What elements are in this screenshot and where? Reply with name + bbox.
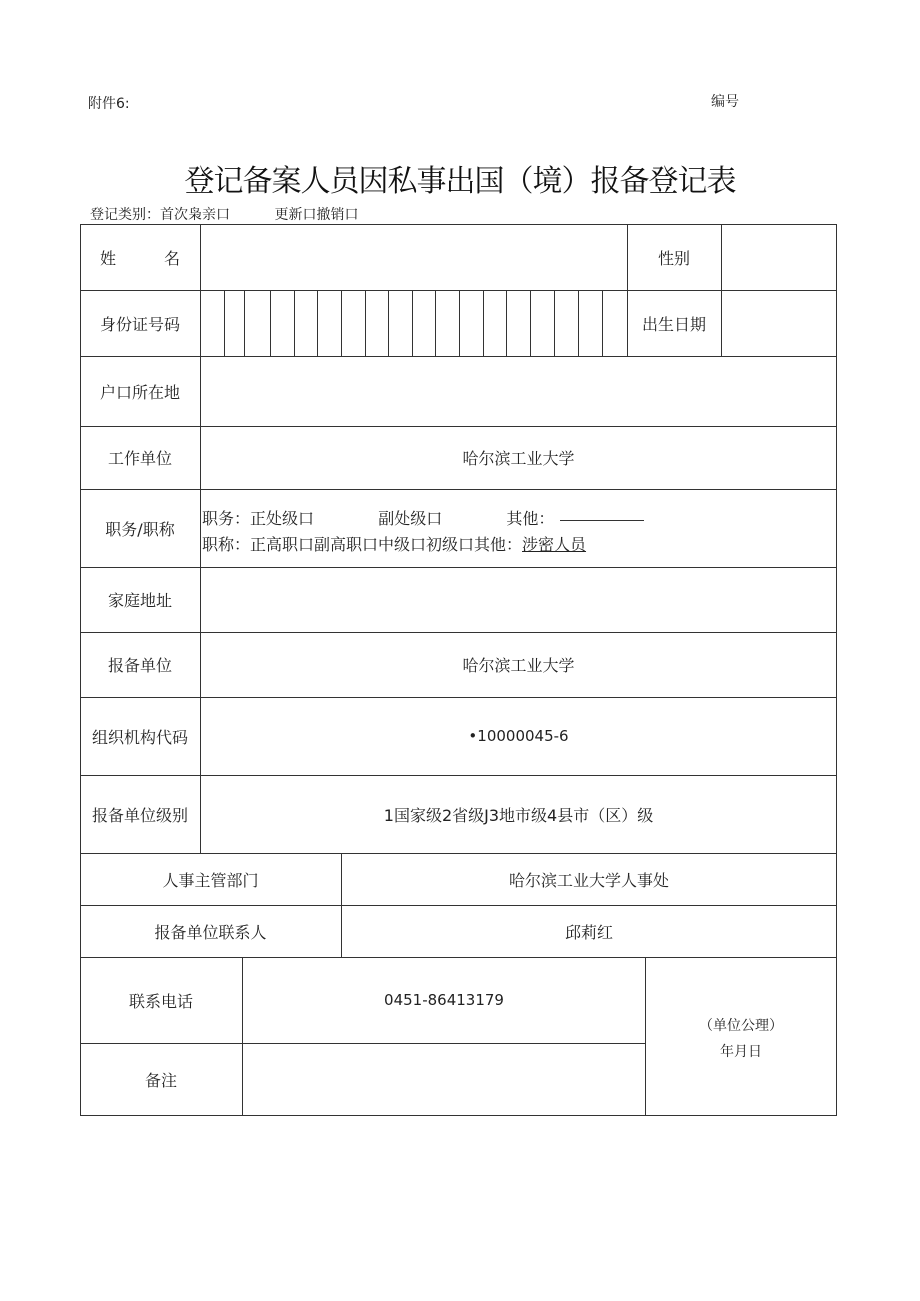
contact-person-value: 邱莉红 — [564, 922, 613, 942]
phone-label: 联系电话 — [128, 991, 193, 1011]
report-unit-value: 哈尔滨工业大学 — [462, 656, 575, 675]
name-field[interactable] — [201, 224, 627, 290]
id-number-label: 身份证号码 — [99, 314, 180, 334]
seal-area — [646, 1013, 836, 1065]
attachment-label: 附件6: — [88, 96, 130, 112]
gender-label: 性别 — [657, 248, 690, 268]
work-unit-value: 哈尔滨工业大学 — [462, 449, 575, 468]
page-title: 登记备案人员因私事出国（境）报备登记表 — [184, 164, 736, 199]
position-deputy-option[interactable]: 副处级口 — [378, 509, 443, 528]
birth-date-label: 出生日期 — [641, 314, 706, 334]
title-options[interactable]: 职称：正高职口副高职口中级口初级口其他： — [202, 535, 523, 554]
position-line-2 — [202, 532, 586, 555]
category-line: 登记类别：首次枭亲口 更新口撤销口 — [90, 207, 359, 223]
work-unit-label: 工作单位 — [107, 449, 172, 468]
org-code-value: •10000045-6 — [468, 727, 569, 745]
report-unit-label: 报备单位 — [107, 656, 172, 675]
seal-date: 年月日 — [720, 1044, 762, 1060]
position-other-blank[interactable] — [560, 519, 644, 521]
position-label: 职务/职称 — [105, 519, 175, 539]
name-label: 姓 名 — [99, 248, 180, 268]
position-other-label: 其他： — [506, 509, 555, 528]
unit-level-value: 1国家级2省级J3地市级4县市（区）级 — [383, 805, 654, 825]
birth-date-field[interactable] — [722, 290, 836, 356]
title-other-value: 涉密人员 — [522, 535, 587, 554]
number-label: 编号 — [711, 94, 739, 110]
phone-value: 0451-86413179 — [384, 991, 504, 1009]
hukou-field[interactable] — [201, 356, 836, 426]
remark-label: 备注 — [144, 1070, 177, 1090]
seal-label: （单位公理） — [699, 1018, 783, 1034]
home-address-label: 家庭地址 — [107, 591, 172, 610]
position-duty-options[interactable]: 职务：正处级口 — [202, 509, 315, 528]
org-code-label: 组织机构代码 — [91, 727, 188, 747]
position-line-1 — [202, 506, 644, 529]
remark-field[interactable] — [243, 1043, 645, 1115]
unit-level-label: 报备单位级别 — [91, 805, 188, 825]
hukou-label: 户口所在地 — [99, 382, 180, 402]
home-address-field[interactable] — [201, 567, 836, 632]
gender-field[interactable] — [722, 224, 836, 290]
hr-dept-label: 人事主管部门 — [162, 870, 259, 890]
contact-person-label: 报备单位联系人 — [154, 922, 267, 942]
hr-dept-value: 哈尔滨工业大学人事处 — [508, 870, 669, 890]
